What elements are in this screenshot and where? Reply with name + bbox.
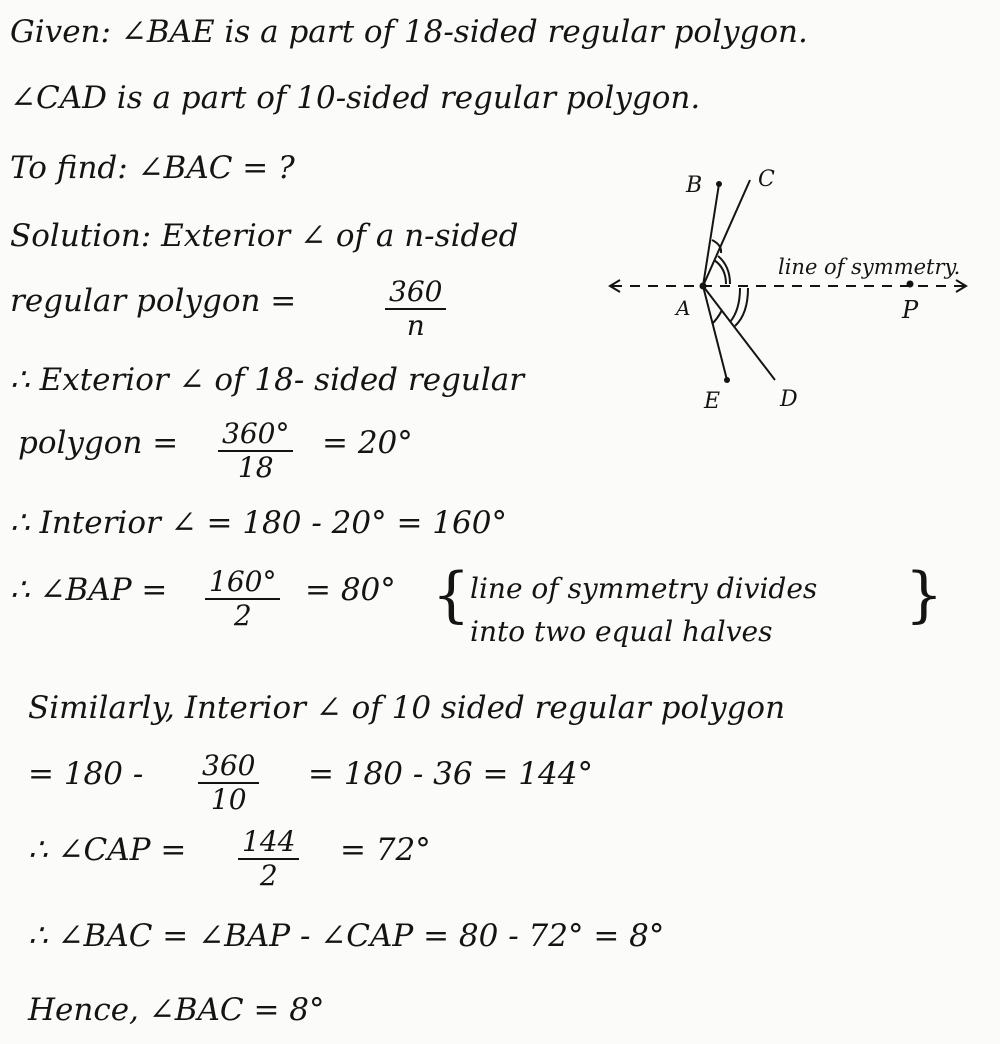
bap-fraction <box>205 566 280 632</box>
label-A: A <box>676 296 691 320</box>
angle-arc-PAD-1 <box>730 288 740 322</box>
solution-line-3: ∴ Exterior ∠ of 18- sided regular <box>10 362 525 398</box>
solution-line-4: polygon = <box>18 425 179 461</box>
interior-18-line: ∴ Interior ∠ = 180 - 20° = 160° <box>10 505 507 541</box>
point-B <box>716 181 722 187</box>
fraction-denominator: 2 <box>233 599 252 633</box>
label-D: D <box>780 387 798 412</box>
hence-line: Hence, ∠BAC = 8° <box>28 992 325 1028</box>
given-line-1: Given: ∠BAE is a part of 18-sided regular polygon. <box>10 14 808 50</box>
to-find: To find: ∠BAC = ? <box>10 150 295 186</box>
point-A <box>700 283 707 290</box>
int10-fraction <box>198 750 259 816</box>
solution-line-1: Solution: Exterior ∠ of a n-sided <box>10 218 519 254</box>
fraction-denominator: 2 <box>259 859 278 893</box>
fraction-numerator: 160° <box>205 566 280 600</box>
int10-result: = 180 - 36 = 144° <box>308 756 593 792</box>
formula-numerator: 360 <box>385 276 446 310</box>
fraction-numerator: 144 <box>238 826 299 860</box>
angle-arc-BAC <box>712 240 721 253</box>
label-C: C <box>758 167 775 192</box>
exterior-angle-formula <box>385 276 446 342</box>
bap-note-line-1: line of symmetry divides <box>470 572 818 605</box>
solution-line-2: regular polygon = <box>10 283 297 319</box>
geometry-diagram <box>590 150 1000 420</box>
given-line-2: ∠CAD is a part of 10-sided regular polygon. <box>10 80 701 116</box>
fraction-denominator: 10 <box>210 783 247 817</box>
similarly-line: Similarly, Interior ∠ of 10 sided regular polygon <box>28 690 786 726</box>
open-brace: { <box>432 560 471 630</box>
bap-result: = 80° <box>305 572 396 608</box>
fraction-numerator: 360 <box>198 750 259 784</box>
fraction-denominator: 18 <box>237 451 274 485</box>
bac-line: ∴ ∠BAC = ∠BAP - ∠CAP = 80 - 72° = 8° <box>28 918 665 954</box>
close-brace: } <box>905 560 944 630</box>
label-P: P <box>902 296 919 324</box>
ray-AC <box>703 180 750 286</box>
bap-note-line-2: into two equal halves <box>470 615 773 648</box>
point-E <box>724 377 730 383</box>
cap-fraction <box>238 826 299 892</box>
int10-prefix: = 180 - <box>28 756 144 792</box>
cap-result: = 72° <box>340 832 431 868</box>
symmetry-label: line of symmetry. <box>778 255 961 279</box>
bap-prefix: ∴ ∠BAP = <box>10 572 168 608</box>
formula-denominator: n <box>406 309 425 343</box>
cap-prefix: ∴ ∠CAP = <box>28 832 187 868</box>
fraction-numerator: 360° <box>218 418 293 452</box>
label-B: B <box>686 173 703 198</box>
exterior-18-fraction <box>218 418 293 484</box>
angle-arc-DAE <box>712 310 722 324</box>
ray-AB <box>703 184 719 286</box>
label-E: E <box>704 389 721 414</box>
point-P <box>907 281 914 288</box>
exterior-18-result: = 20° <box>322 425 413 461</box>
